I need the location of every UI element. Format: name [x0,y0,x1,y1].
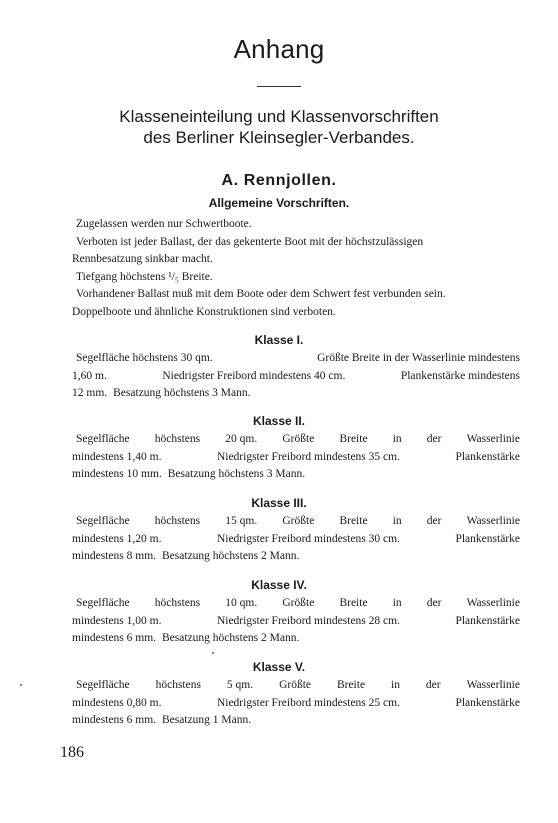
class-rules [72,350,520,403]
rule-segment: Niedrigster Freibord mindestens 30 cm. [216,532,400,545]
rule-segment: der [425,679,441,691]
rule-segment: Niedrigster Freibord mindestens 28 cm. [216,614,400,627]
class-rules [72,677,520,730]
class-rule-line [72,677,520,695]
class-rule-line [72,466,520,484]
rule-segment: Größte [282,515,315,527]
rule-segment: der [426,597,442,609]
rule-text: Tiefgang höchstens ¹/₅ Breite. [76,270,213,283]
rule-segment: Segelfläche höchstens 30 qm. [76,352,213,364]
print-speck [20,684,22,686]
rule-segment: Wasserlinie [466,597,520,609]
rule-segment: Besatzung höchstens 3 Mann. [167,468,306,480]
class-rule-line [72,548,520,566]
rule-segment: Besatzung höchstens 3 Mann. [113,387,251,399]
rule-segment: in [391,679,400,691]
class-heading: Klasse I. [254,333,304,347]
class-heading: Klasse II. [252,414,306,428]
class-rule-line [72,630,520,648]
rule-text: Rennbesatzung sinkbar macht. [72,253,213,265]
rule-segment: Größte Breite in der Wasserlinie mindestens [317,352,520,364]
rule-segment: höchstens [154,433,201,445]
general-rules [72,216,520,321]
rule-segment: höchstens [155,679,201,691]
rule-segment: höchstens [154,515,201,527]
rule-segment: Wasserlinie [466,515,520,527]
class-rule-line [72,513,520,531]
rule-segment: 20 qm. [225,433,258,445]
rule-segment: Besatzung höchstens 2 Mann. [162,632,300,644]
rule-segment: Segelfläche [76,679,130,691]
rule-segment: der [426,433,442,445]
rule-text: Verboten ist jeder Ballast, der das gekenterte Boot mit der höchstzulässigen [76,235,424,248]
rule-segment: mindestens 6 mm. [72,714,157,726]
rule-text: Zugelassen werden nur Schwertboote. [76,218,252,230]
section-title: A. Rennjollen. [221,172,337,189]
rule-segment: Plankenstärke [455,450,520,463]
class-rules [72,595,520,648]
general-rules-heading: Allgemeine Vorschriften. [208,196,350,210]
class-rule-line [72,431,520,449]
class-heading: Klasse IV. [251,578,307,592]
rule-segment: mindestens 1,40 m. [72,450,162,463]
rule-segment: Wasserlinie [466,679,520,691]
rule-segment: Niedrigster Freibord mindestens 35 cm. [216,450,400,463]
rule-segment: Segelfläche [76,515,130,527]
class-rule-line [72,531,520,549]
rule-segment: Plankenstärke [455,614,520,627]
rule-segment: mindestens 8 mm. [72,550,157,562]
page-number: 186 [60,744,84,761]
rule-text: Doppelboote und ähnliche Konstruktionen sind verboten. [72,305,336,318]
rule-segment: mindestens 1,20 m. [72,532,162,545]
rule-segment: 5 qm. [226,679,254,691]
rule-segment: mindestens 10 mm. [72,468,162,480]
class-rules [72,431,520,484]
rule-segment: Breite [339,515,368,527]
rule-segment: mindestens 0,80 m. [72,696,162,709]
rule-segment: Wasserlinie [466,433,520,445]
class-rules [72,513,520,566]
subtitle [0,106,558,148]
rule-segment: Plankenstärke [455,532,520,545]
rule-segment: in [392,597,402,609]
class-rule-line [72,385,520,403]
rule-segment: Niedrigster Freibord mindestens 40 cm. [162,369,346,382]
subtitle-line: des Berliner Kleinsegler-Verbandes. [143,128,415,147]
rule-segment: Segelfläche [76,433,130,445]
rule-segment: Breite [336,679,366,691]
rule-segment: 1,60 m. [72,369,107,382]
rule-segment: in [392,433,402,445]
rule-segment: 15 qm. [225,515,258,527]
class-rule-line [72,613,520,631]
page-title: Anhang [233,34,325,64]
class-rule-line [72,595,520,613]
rule-segment: Niedrigster Freibord mindestens 25 cm. [216,696,400,709]
class-rule-line [72,350,520,368]
rule-segment: Segelfläche [76,597,130,609]
rule-segment: Plankenstärke mindestens [400,369,520,382]
rule-segment: mindestens 6 mm. [72,632,157,644]
rule-segment: Größte [282,433,315,445]
title-rule [257,86,301,87]
class-rule-line [72,368,520,386]
subtitle-line: Klasseneinteilung und Klassenvorschriften [119,107,439,126]
rule-segment: Besatzung 1 Mann. [162,714,252,726]
rule-segment: 12 mm. [72,387,108,399]
print-speck [212,652,214,654]
class-rule-line [72,449,520,467]
class-rule-line [72,695,520,713]
rule-segment: Breite [339,433,368,445]
class-heading: Klasse III. [251,496,307,510]
rule-segment: höchstens [154,597,201,609]
rule-segment: Größte [279,679,311,691]
rule-segment: der [426,515,442,527]
rule-segment: Plankenstärke [455,696,520,709]
rule-segment: Breite [339,597,368,609]
class-heading: Klasse V. [252,660,306,674]
rule-segment: 10 qm. [225,597,258,609]
rule-segment: mindestens 1,00 m. [72,614,162,627]
rule-segment: Besatzung höchstens 2 Mann. [162,550,300,562]
rule-segment: Größte [282,597,315,609]
rule-text: Vorhandener Ballast muß mit dem Boote oder dem Schwert fest verbunden sein. [76,288,446,300]
class-rule-line [72,712,520,730]
rule-segment: in [392,515,402,527]
